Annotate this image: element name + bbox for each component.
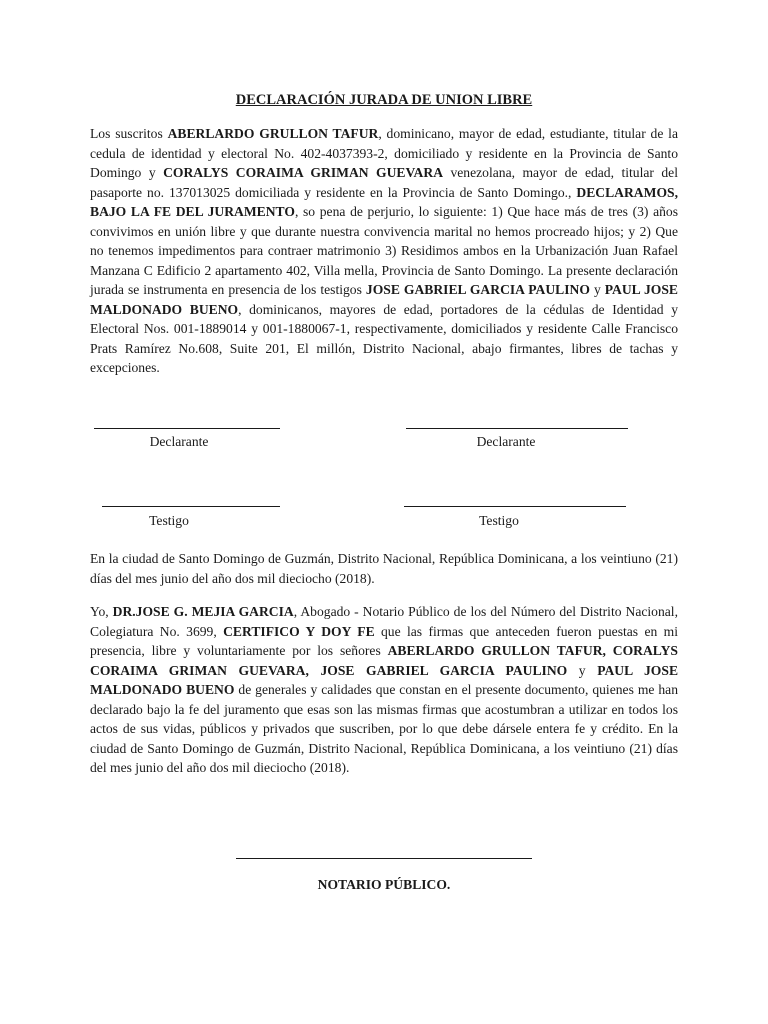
text-run: , dominicanos, mayores de edad, portadores de la cédulas de Identidad y Electoral Nos. 001-1889014 y 001-1880067-1, respectivamente, domiciliados y residente Calle Francisco Prats Ramírez No.608, Suite 201, El millón, Distrito Nacional, abajo firmantes, libres de tachas y excepciones. — [90, 301, 678, 375]
text-run: , dominicano, mayor de edad, estudiante, titular de la cedula de identidad y electoral No. 402-4037393-2, domiciliado y residente en la Provincia de Santo Domingo y — [90, 126, 678, 180]
text-run: Yo, — [90, 604, 113, 619]
text-run: En la ciudad de Santo Domingo de Guzmán, Distrito Nacional, República Dominicana, a los veintiuno (21) días del mes junio del año dos mil dieciocho (2018). — [90, 551, 678, 586]
testigo-left-signature-line — [102, 506, 280, 507]
text-run: Los suscritos — [90, 126, 168, 141]
text-run: , so pena de perjurio, lo siguiente: 1) Que hace más de tres (3) años convivimos en unión libre y que durante nuestra convivencia marital no hemos procreado hijos; y 2) Que no tenemos impedimentos para contraer matrimonio 3) Residimos ambos en la Urbanización Juan Rafael Manzana C Edificio 2 apartamento 402, Villa mella, Provincia de Santo Domingo. La presente declaración jurada se instrumenta en presencia de los testigos — [90, 204, 678, 297]
bold-text-run: DR.JOSE G. MEJIA GARCIA — [112, 604, 294, 619]
notary-certification-paragraph — [90, 602, 678, 778]
text-run: que las firmas que anteceden fueron puestas en mi presencia, libre y voluntariamente por los señores — [90, 623, 678, 658]
bold-text-run: ABERLARDO GRULLON TAFUR, CORALYS CORAIMA GRIMAN GUEVARA, JOSE GABRIEL GARCIA PAULINO — [90, 643, 678, 678]
bold-text-run: PAUL JOSE MALDONADO BUENO — [90, 662, 679, 697]
text-run: y — [567, 662, 598, 678]
text-run: venezolana, mayor de edad, titular del pasaporte no. 137013025 domiciliada y residente en la Provincia de Santo Domingo., — [90, 165, 678, 200]
text-run: y — [589, 282, 605, 297]
document-title: DECLARACIÓN JURADA DE UNION LIBRE — [235, 92, 533, 108]
bold-text-run: DECLARAMOS, BAJO LA FE DEL JURAMENTO — [90, 184, 678, 219]
text-run: , Abogado - Notario Público de los del Número del Distrito Nacional, Colegiatura No. 3699, — [90, 604, 678, 639]
declarante-left-signature-line — [94, 428, 280, 429]
text-run: de generales y calidades que constan en el presente documento, quienes me han declarado bajo la fe del juramento que esas son las mismas firmas que acostumbran a utilizar en todos los actos de sus vidas, públicos y privados que suscriben, por lo que debe dársele entera fe y crédito. En la ciudad de Santo Domingo de Guzmán, Distrito Nacional, República Dominicana, a los veintiuno (21) días del mes junio del año dos mil dieciocho (2018). — [90, 682, 679, 775]
bold-text-run: PAUL JOSE MALDONADO BUENO — [90, 282, 678, 317]
bold-text-run: ABERLARDO GRULLON TAFUR — [167, 126, 379, 141]
bold-text-run: JOSE GABRIEL GARCIA PAULINO — [365, 282, 590, 297]
notary-title: NOTARIO PÚBLICO. — [317, 877, 451, 892]
declarante-right-label: Declarante — [476, 434, 536, 449]
notary-signature-line — [236, 858, 532, 859]
bold-text-run: CERTIFICO Y DOY FE — [223, 623, 375, 639]
date-paragraph — [90, 549, 678, 588]
testigo-right-signature-line — [404, 506, 626, 507]
bold-text-run: CORALYS CORAIMA GRIMAN GUEVARA — [163, 165, 444, 180]
testigo-right-label: Testigo — [479, 513, 519, 528]
declarante-left-label: Declarante — [149, 434, 209, 449]
declaration-paragraph — [90, 124, 678, 378]
testigo-left-label: Testigo — [149, 513, 189, 528]
declarante-right-signature-line — [406, 428, 628, 429]
